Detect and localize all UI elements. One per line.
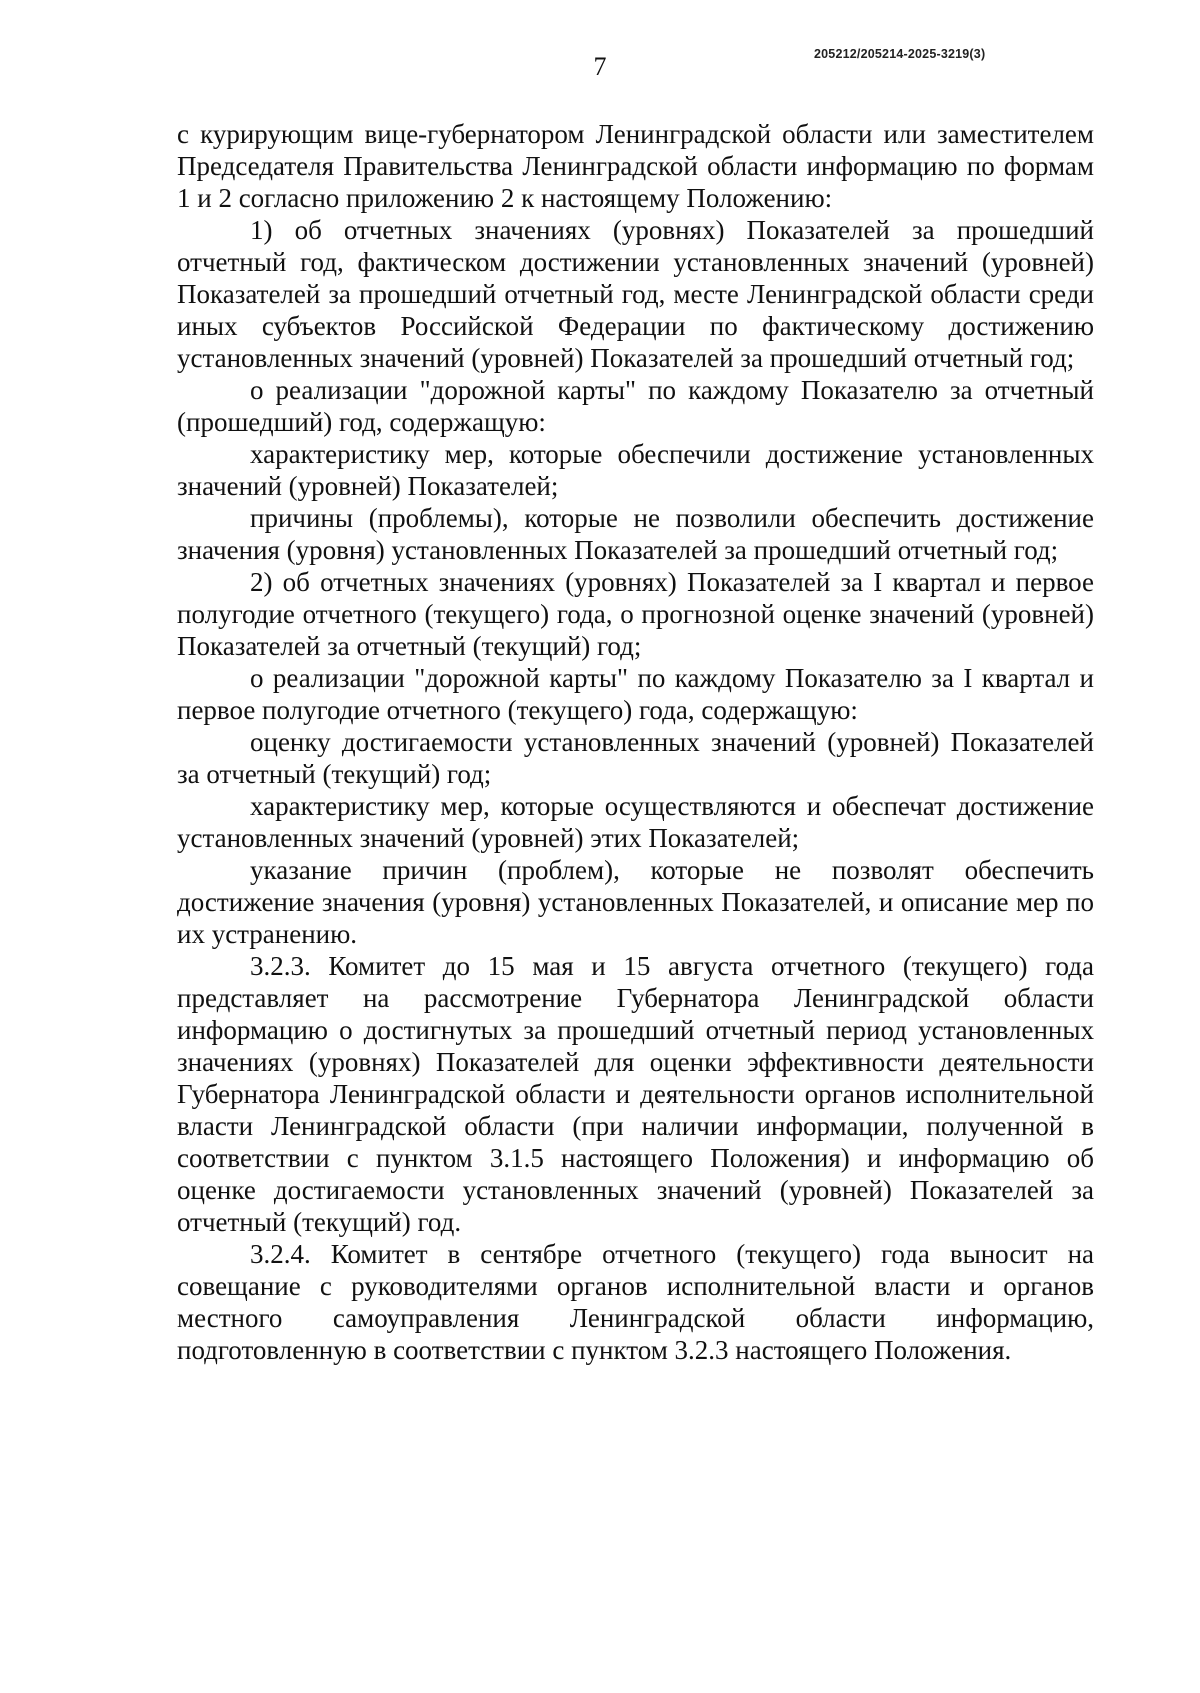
document-id: 205212/205214-2025-3219(3): [814, 47, 986, 61]
document-body: [177, 118, 1094, 1366]
paragraph-item-2: 2) об отчетных значениях (уровнях) Показателей за I квартал и первое полугодие отчетного (текущего) года, о прогнозной оценке значений (уровней) Показателей за отчетный (текущий) год;: [177, 567, 1094, 661]
paragraph: причины (проблемы), которые не позволили обеспечить достижение значения (уровня) установленных Показателей за прошедший отчетный год;: [177, 503, 1094, 565]
section-3-2-4: 3.2.4. Комитет в сентябре отчетного (текущего) года выносит на совещание с руководителями органов исполнительной власти и органов местного самоуправления Ленинградской области информацию, подготовленную в соответствии с пунктом 3.2.3 настоящего Положения.: [177, 1239, 1094, 1365]
paragraph: характеристику мер, которые осуществляются и обеспечат достижение установленных значений (уровней) этих Показателей;: [177, 791, 1094, 853]
paragraph-continuation: с курирующим вице-губернатором Ленинградской области или заместителем Председателя Правительства Ленинградской области информацию по формам 1 и 2 согласно приложению 2 к настоящему Положению:: [177, 119, 1094, 213]
section-3-2-3: 3.2.3. Комитет до 15 мая и 15 августа отчетного (текущего) года представляет на рассмотрение Губернатора Ленинградской области информацию о достигнутых за прошедший отчетный период установленных значениях (уровнях) Показателей для оценки эффективности деятельности Губернатора Ленинградской области и деятельности органов исполнительной власти Ленинградской области (при наличии информации, полученной в соответствии с пунктом 3.1.5 настоящего Положения) и информацию об оценке достигаемости установленных значений (уровней) Показателей за отчетный (текущий) год.: [177, 951, 1094, 1237]
paragraph: указание причин (проблем), которые не позволят обеспечить достижение значения (уровня) установленных Показателей, и описание мер по их устранению.: [177, 855, 1094, 949]
paragraph: о реализации "дорожной карты" по каждому Показателю за отчетный (прошедший) год, содержащую:: [177, 375, 1094, 437]
paragraph: оценку достигаемости установленных значений (уровней) Показателей за отчетный (текущий) год;: [177, 727, 1094, 789]
paragraph: о реализации "дорожной карты" по каждому Показателю за I квартал и первое полугодие отчетного (текущего) года, содержащую:: [177, 663, 1094, 725]
page-number: 7: [593, 52, 607, 81]
paragraph: характеристику мер, которые обеспечили достижение установленных значений (уровней) Показателей;: [177, 439, 1094, 501]
paragraph-item-1: 1) об отчетных значениях (уровнях) Показателей за прошедший отчетный год, фактическом достижении установленных значений (уровней) Показателей за прошедший отчетный год, месте Ленинградской области среди иных субъектов Российской Федерации по фактическому достижению установленных значений (уровней) Показателей за прошедший отчетный год;: [177, 215, 1094, 373]
